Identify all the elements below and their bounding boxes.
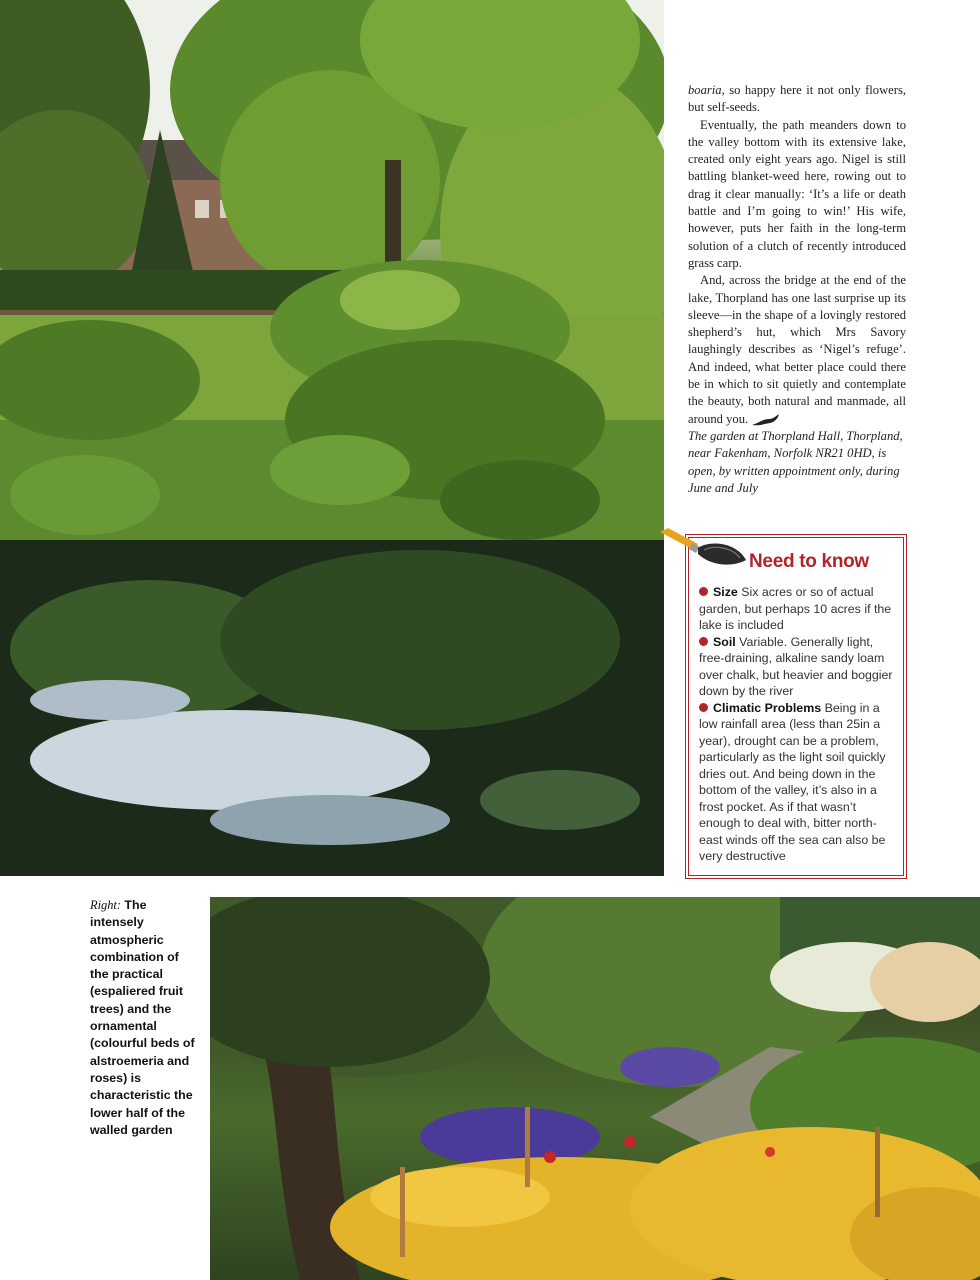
- item-text: Being in a low rainfall area (less than 25in a year), drought can be a problem, particularly as the light soil quickly dries out. And being down in the bottom of the valley, it’s also in a frost pocket. As if that wasn’t enough to deal with, bitter north-east winds off the sea can also be very destructive: [699, 700, 886, 863]
- need-to-know-box: [688, 537, 904, 876]
- list-item: [699, 700, 897, 865]
- caption-lead: Right:: [90, 898, 121, 912]
- caption-body: The intensely atmospheric combination of the practical (espaliered fruit trees) and the ornamental (colourful beds of alstroemeria and roses) is characteristic the lower half of the walled garden: [90, 898, 195, 1137]
- lake-photo-illustration: [0, 0, 664, 876]
- article-paragraph: [688, 272, 906, 428]
- garden-photo-illustration: [210, 897, 980, 1280]
- bullet-icon: [699, 587, 708, 596]
- article-body: [688, 82, 906, 497]
- paragraph-text: And, across the bridge at the end of the lake, Thorpland has one last surprise up its sleeve—in the shape of a lovingly restored shepherd’s hut, which Mrs Savory laughingly describes as ‘Nigel’s refuge’. And indeed, what better place could there be in which to sit quietly and contemplate the beauty, both natural and manmade, all around you.: [688, 273, 906, 426]
- bullet-icon: [699, 703, 708, 712]
- list-item: [699, 584, 897, 634]
- peacock-icon: [751, 413, 781, 427]
- plant-name-italic: boaria: [688, 83, 722, 97]
- item-label: Size: [713, 585, 738, 599]
- article-paragraph: Eventually, the path meanders down to the valley bottom with its extensive lake, created only eight years ago. Nigel is still battling blanket-weed here, rowing out to drag it clear manually: ‘It’s a life or death battle and I’m going to win!’ His wife, however, puts her faith in the long-term solution of a clutch of recently introduced grass carp.: [688, 117, 906, 270]
- article-paragraph: [688, 82, 906, 117]
- item-label: Climatic Problems: [713, 700, 822, 715]
- list-item: [699, 634, 897, 700]
- item-text: Variable. Generally light, free-draining, alkaline sandy loam over chalk, but heavier and boggier down by the river: [699, 634, 893, 698]
- garden-opening-info: The garden at Thorpland Hall, Thorpland, near Fakenham, Norfolk NR21 0HD, is open, by written appointment only, during June and July: [688, 428, 903, 495]
- item-text: Six acres or so of actual garden, but perhaps 10 acres if the lake is included: [699, 585, 892, 632]
- need-to-know-list: [699, 584, 897, 865]
- bullet-icon: [699, 637, 708, 646]
- need-to-know-title: Need to know: [749, 551, 869, 572]
- lake-gunnera-photo: [0, 0, 664, 876]
- paragraph-text: , so happy here it not only flowers, but self-seeds.: [688, 83, 906, 115]
- photo-caption: [90, 897, 200, 1139]
- walled-garden-photo: [210, 897, 980, 1280]
- trowel-icon: [658, 526, 748, 574]
- item-label: Soil: [713, 634, 736, 649]
